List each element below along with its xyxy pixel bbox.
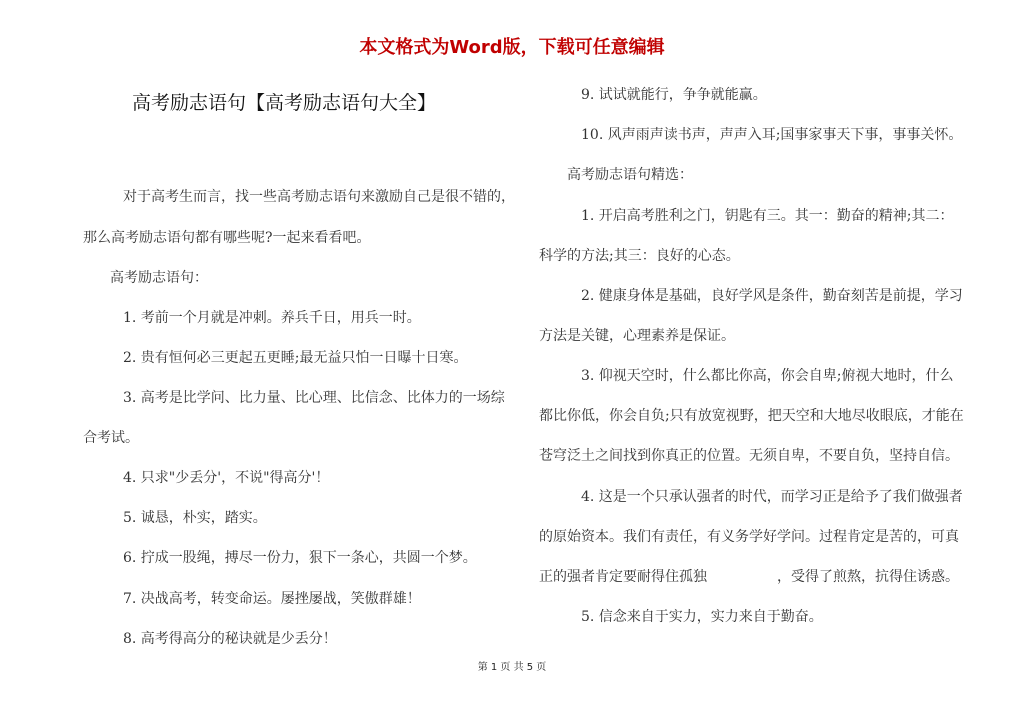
list-item: 4. 这是一个只承认强者的时代，而学习正是给予了我们做强者 xyxy=(581,489,963,505)
left-paragraph-line: 对于高考生而言，找一些高考励志语句来激励自己是很不错的， xyxy=(123,189,515,205)
list-item: 1. 开启高考胜利之门，钥匙有三。其一：勤奋的精神;其二： xyxy=(581,208,954,224)
document-title: 高考励志语句【高考励志语句大全】 xyxy=(132,92,437,114)
list-item: 8. 高考得高分的秘诀就是少丢分！ xyxy=(123,631,337,647)
list-item-continuation: 苍穹泛土之间找到你真正的位置。无须自卑，不要自负，坚持自信。 xyxy=(539,448,959,464)
document-banner: 本文格式为Word版，下载可任意编辑 xyxy=(359,37,665,58)
list-item: 1. 考前一个月就是冲刺。养兵千日，用兵一时。 xyxy=(123,310,421,326)
left-paragraph-line: 那么高考励志语句都有哪些呢?一起来看看吧。 xyxy=(83,230,371,246)
list-item-continuation: 的原始资本。我们有责任，有义务学好学问。过程肯定是苦的，可真 xyxy=(539,529,959,545)
list-item: 5. 信念来自于实力，实力来自于勤奋。 xyxy=(581,609,823,625)
list-item-continuation: 正的强者肯定要耐得住孤独 ，受得了煎熬，抗得住诱惑。 xyxy=(539,569,959,585)
list-item: 6. 拧成一股绳，搏尽一份力，狠下一条心，共圆一个梦。 xyxy=(123,550,477,566)
list-item: 10. 风声雨声读书声，声声入耳;国事家事天下事，事事关怀。 xyxy=(581,127,963,143)
list-item-continuation: 方法是关键，心理素养是保证。 xyxy=(539,328,735,344)
list-item: 2. 健康身体是基础，良好学风是条件，勤奋刻苦是前提，学习 xyxy=(581,288,963,304)
list-item-continuation: 科学的方法;其三：良好的心态。 xyxy=(539,248,740,264)
section-heading: 高考励志语句精选： xyxy=(567,167,693,183)
list-item-continuation: 合考试。 xyxy=(83,430,139,446)
list-item: 5. 诚恳，朴实，踏实。 xyxy=(123,510,267,526)
page-footer: 第 1 页 共 5 页 xyxy=(477,662,547,673)
list-item-continuation: 都比你低，你会自负;只有放宽视野，把天空和大地尽收眼底，才能在 xyxy=(539,408,964,424)
section-heading: 高考励志语句： xyxy=(110,270,208,286)
list-item: 9. 试试就能行，争争就能赢。 xyxy=(581,87,767,103)
list-item: 4. 只求"少丢分'，不说"得高分'！ xyxy=(123,470,330,486)
list-item: 2. 贵有恒何必三更起五更睡;最无益只怕一日曝十日寒。 xyxy=(123,350,468,366)
list-item: 3. 高考是比学问、比力量、比心理、比信念、比体力的一场综 xyxy=(123,390,505,406)
list-item: 3. 仰视天空时，什么都比你高，你会自卑;俯视大地时，什么 xyxy=(581,368,954,384)
list-item: 7. 决战高考，转变命运。屡挫屡战，笑傲群雄！ xyxy=(123,591,421,607)
